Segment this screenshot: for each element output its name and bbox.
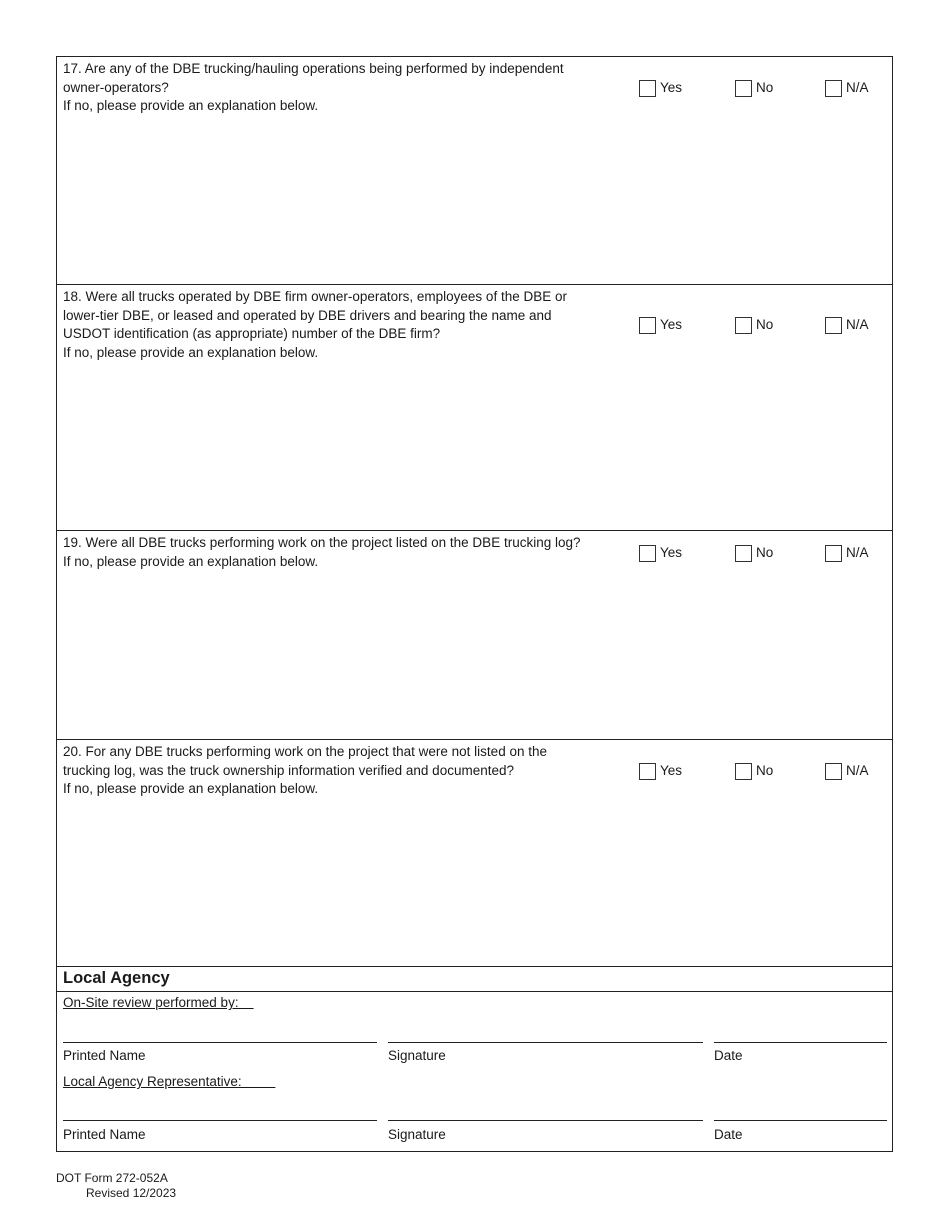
question-17-na-option[interactable] xyxy=(825,79,869,97)
onsite-signature-label: Signature xyxy=(388,1048,446,1063)
question-20 xyxy=(57,740,892,967)
question-19-na-option[interactable] xyxy=(825,544,869,562)
onsite-printed-name-line[interactable] xyxy=(63,1042,377,1043)
question-18-text: 18. Were all trucks operated by DBE firm owner-operators, employees of the DBE or lower-tier DBE, or leased and operated by DBE drivers and bearing the name and USDOT identification (as appropriate) number of the DBE firm? If no, please provide an explanation below. xyxy=(63,289,567,360)
checkbox-yes[interactable] xyxy=(639,763,656,780)
option-label: No xyxy=(756,80,774,95)
question-19-text: 19. Were all DBE trucks performing work on the project listed on the DBE trucking log? If no, please provide an explanation below. xyxy=(63,535,581,569)
option-label: No xyxy=(756,545,774,560)
option-label: N/A xyxy=(846,763,869,778)
question-19 xyxy=(57,531,892,740)
onsite-date-label: Date xyxy=(714,1048,743,1063)
option-label: No xyxy=(756,317,774,332)
option-label: Yes xyxy=(660,545,683,560)
form-number: DOT Form 272-052A xyxy=(56,1171,168,1185)
question-17-no-option[interactable] xyxy=(735,79,773,97)
onsite-review-label: On-Site review performed by: xyxy=(63,995,254,1010)
checkbox-yes[interactable] xyxy=(639,545,656,562)
option-label: N/A xyxy=(846,80,869,95)
question-20-yes-option[interactable] xyxy=(639,762,682,780)
checkbox-no[interactable] xyxy=(735,80,752,97)
question-18-na-option[interactable] xyxy=(825,316,869,334)
checkbox-na[interactable] xyxy=(825,80,842,97)
onsite-signature-line[interactable] xyxy=(388,1042,703,1043)
checkbox-no[interactable] xyxy=(735,545,752,562)
question-20-text: 20. For any DBE trucks performing work on the project that were not listed on the trucking log, was the truck ownership information verified and documented? If no, please provide an explanation below. xyxy=(63,744,547,796)
rep-date-line[interactable] xyxy=(714,1120,887,1121)
checkbox-na[interactable] xyxy=(825,545,842,562)
question-20-no-option[interactable] xyxy=(735,762,773,780)
checkbox-no[interactable] xyxy=(735,317,752,334)
form-footer xyxy=(56,1171,176,1200)
rep-signature-label: Signature xyxy=(388,1127,446,1142)
form-revision: Revised 12/2023 xyxy=(86,1185,177,1200)
local-agency-title: Local Agency xyxy=(63,969,170,987)
rep-printed-name-label: Printed Name xyxy=(63,1127,146,1142)
option-label: Yes xyxy=(660,317,683,332)
question-17 xyxy=(57,57,892,285)
question-17-text: 17. Are any of the DBE trucking/hauling operations being performed by independent owner-operators? If no, please provide an explanation below. xyxy=(63,61,564,113)
question-18-yes-option[interactable] xyxy=(639,316,682,334)
option-label: Yes xyxy=(660,763,683,778)
option-label: N/A xyxy=(846,317,869,332)
local-agency-header xyxy=(57,967,892,992)
checkbox-yes[interactable] xyxy=(639,317,656,334)
question-19-yes-option[interactable] xyxy=(639,544,682,562)
checkbox-yes[interactable] xyxy=(639,80,656,97)
onsite-printed-name-label: Printed Name xyxy=(63,1048,146,1063)
checkbox-no[interactable] xyxy=(735,763,752,780)
checkbox-na[interactable] xyxy=(825,763,842,780)
onsite-date-line[interactable] xyxy=(714,1042,887,1043)
question-17-yes-option[interactable] xyxy=(639,79,682,97)
checkbox-na[interactable] xyxy=(825,317,842,334)
option-label: No xyxy=(756,763,774,778)
question-18-no-option[interactable] xyxy=(735,316,773,334)
question-18 xyxy=(57,285,892,531)
option-label: Yes xyxy=(660,80,683,95)
rep-printed-name-line[interactable] xyxy=(63,1120,377,1121)
agency-representative-label: Local Agency Representative: xyxy=(63,1074,276,1089)
question-20-na-option[interactable] xyxy=(825,762,869,780)
rep-date-label: Date xyxy=(714,1127,743,1142)
option-label: N/A xyxy=(846,545,869,560)
rep-signature-line[interactable] xyxy=(388,1120,703,1121)
question-19-no-option[interactable] xyxy=(735,544,773,562)
form-frame xyxy=(56,56,893,1152)
